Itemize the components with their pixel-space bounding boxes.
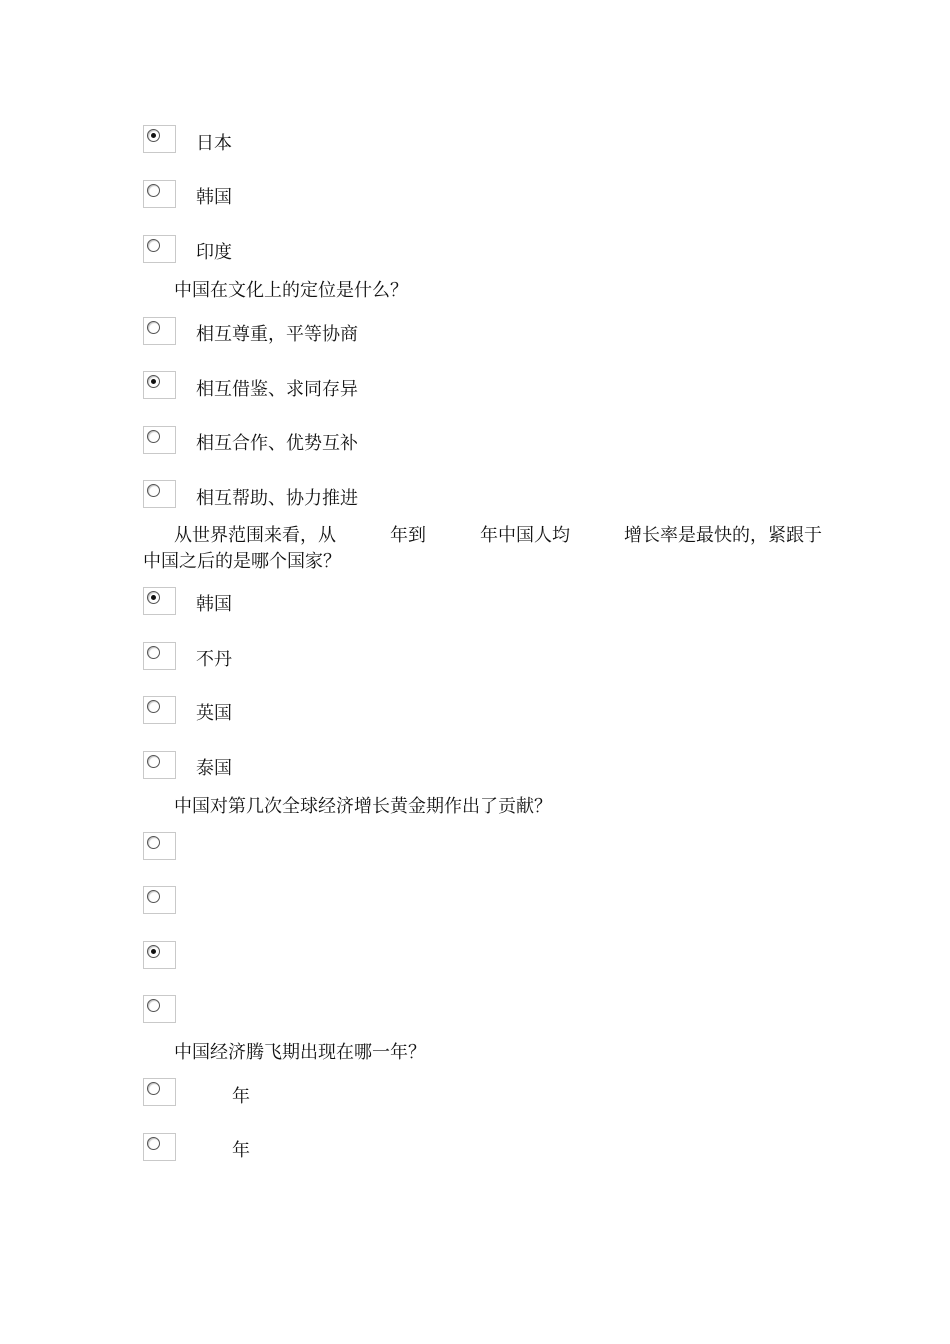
- radio-q5-opt1[interactable]: [143, 1078, 176, 1106]
- radio-circle-icon: [147, 755, 160, 768]
- radio-circle-icon: [147, 430, 160, 443]
- radio-q5-opt2[interactable]: [143, 1133, 176, 1161]
- option-label: 印度: [196, 242, 232, 263]
- option-label: 不丹: [196, 649, 232, 670]
- radio-q2-opt1[interactable]: [143, 317, 176, 345]
- radio-q1-opt3[interactable]: [143, 235, 176, 263]
- option-label: 韩国: [196, 594, 232, 615]
- question-text: 中国对第几次全球经济增长黄金期作出了贡献？: [174, 796, 552, 817]
- radio-circle-icon: [147, 484, 160, 497]
- radio-circle-icon: [147, 321, 160, 334]
- radio-q1-opt1[interactable]: [143, 125, 176, 153]
- radio-q4-opt3[interactable]: [143, 941, 176, 969]
- radio-q2-opt3[interactable]: [143, 426, 176, 454]
- option-label: 日本: [196, 133, 232, 154]
- radio-circle-icon: [147, 890, 160, 903]
- radio-q4-opt4[interactable]: [143, 995, 176, 1023]
- question-text: 中国经济腾飞期出现在哪一年？: [174, 1042, 426, 1063]
- radio-circle-icon: [147, 375, 160, 388]
- radio-circle-icon: [147, 999, 160, 1012]
- question-text: 从世界范围来看，从 年到 年中国人均 增长率是最快的，紧跟于中国之后的是哪个国家？: [143, 525, 822, 572]
- option-label: 相互帮助、协力推进: [196, 488, 358, 509]
- option-label: 韩国: [196, 187, 232, 208]
- radio-q1-opt2[interactable]: [143, 180, 176, 208]
- radio-q3-opt3[interactable]: [143, 696, 176, 724]
- radio-q3-opt1[interactable]: [143, 587, 176, 615]
- radio-q4-opt2[interactable]: [143, 886, 176, 914]
- radio-circle-icon: [147, 129, 160, 142]
- option-label: 相互合作、优势互补: [196, 433, 358, 454]
- radio-circle-icon: [147, 1137, 160, 1150]
- question-text: 中国在文化上的定位是什么？: [174, 280, 408, 301]
- radio-circle-icon: [147, 646, 160, 659]
- radio-q2-opt2[interactable]: [143, 371, 176, 399]
- radio-circle-icon: [147, 239, 160, 252]
- radio-selected-dot-icon: [151, 379, 156, 384]
- radio-circle-icon: [147, 184, 160, 197]
- radio-circle-icon: [147, 836, 160, 849]
- radio-selected-dot-icon: [151, 133, 156, 138]
- radio-q3-opt4[interactable]: [143, 751, 176, 779]
- option-label: 相互借鉴、求同存异: [196, 379, 358, 400]
- radio-circle-icon: [147, 591, 160, 604]
- radio-q2-opt4[interactable]: [143, 480, 176, 508]
- radio-circle-icon: [147, 945, 160, 958]
- option-label: 相互尊重，平等协商: [196, 324, 358, 345]
- radio-selected-dot-icon: [151, 949, 156, 954]
- radio-q3-opt2[interactable]: [143, 642, 176, 670]
- option-label: 泰国: [196, 758, 232, 779]
- radio-selected-dot-icon: [151, 595, 156, 600]
- radio-q4-opt1[interactable]: [143, 832, 176, 860]
- radio-circle-icon: [147, 700, 160, 713]
- option-label: 英国: [196, 703, 232, 724]
- option-label: 年: [196, 1086, 250, 1107]
- option-label: 年: [196, 1140, 250, 1161]
- radio-circle-icon: [147, 1082, 160, 1095]
